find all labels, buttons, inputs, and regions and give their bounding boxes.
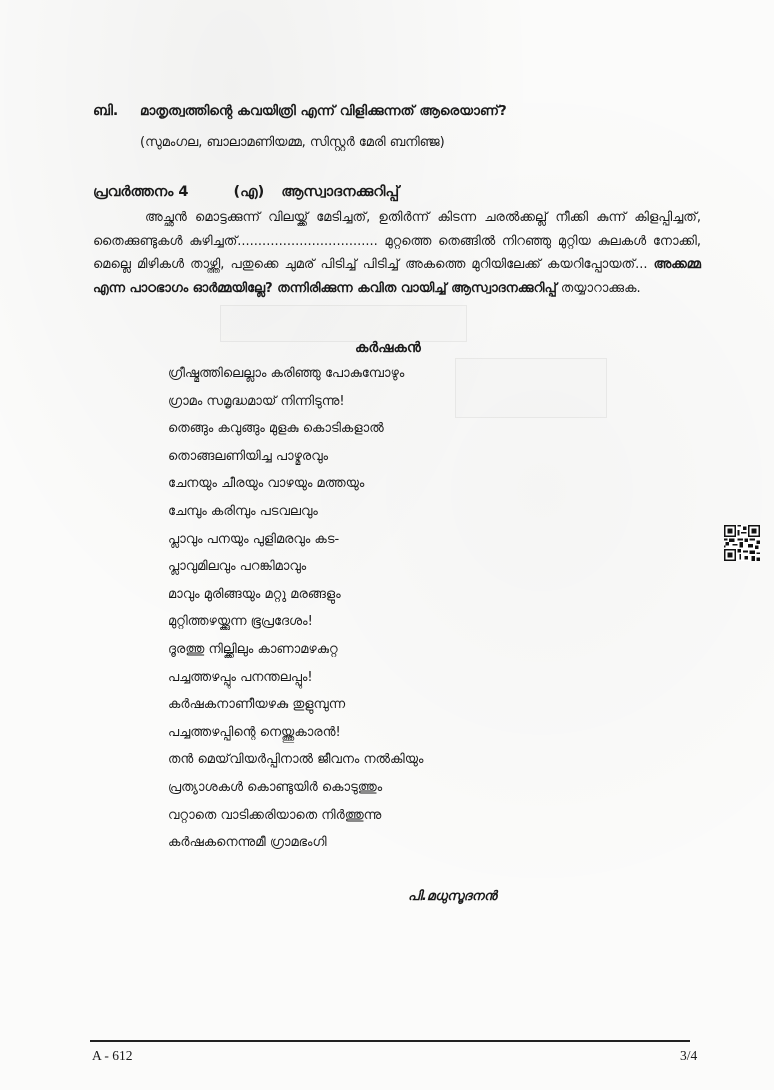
poem-lines xyxy=(168,364,423,861)
paper-code: A - 612 xyxy=(92,1048,133,1063)
page-number: 3/4 xyxy=(680,1048,698,1063)
poem-author: പി.മധുസൂദനൻ xyxy=(408,889,497,904)
poem-line: കർഷകനെന്നുമീ ഗ്രാമഭംഗി xyxy=(168,835,327,851)
qr-code-icon xyxy=(724,525,760,561)
poem-line: വറ്റാതെ വാടിക്കരിയാതെ നിർത്തുന്നു xyxy=(168,807,382,823)
bleed-through-box xyxy=(455,358,607,418)
poem-line: പച്ചത്തഴപ്പും പനന്തലപ്പും! xyxy=(168,669,313,685)
poem-line: തൻ മെയ്‌വിയർപ്പിനാൽ ജീവനം നൽകിയും xyxy=(168,752,424,768)
poem-line: ഗ്രാമം സമൃദ്ധമായ് നിന്നിടുന്നു! xyxy=(168,393,345,409)
question-b-options: (സുമംഗല, ബാലാമണിയമ്മ, സിസ്റ്റർ മേരി ബനിഞ്ജ) xyxy=(140,135,445,150)
bleed-through-box xyxy=(220,305,467,342)
poem-line: ചേമ്പും കരിമ്പും പടവലവും xyxy=(168,503,318,519)
question-b-label: ബി. xyxy=(93,103,119,119)
activity-title: ആസ്വാദനക്കുറിപ്പ് xyxy=(281,184,400,200)
poem-line: മാവും മുരിങ്ങയും മറ്റു മരങ്ങളും xyxy=(168,586,341,602)
poem-line: കർഷകനാണീയഴകു തുളുമ്പുന്ന xyxy=(168,697,346,713)
poem-line: ചേനയും ചീരയും വാഴയും മത്തയും xyxy=(168,476,365,492)
poem-line: ഗ്രീഷ്മത്തിലെല്ലാം കരിഞ്ഞു പോകുമ്പോഴും xyxy=(168,366,405,381)
paragraph-text-end: തയ്യാറാക്കുക. xyxy=(556,280,641,296)
question-b-text: മാതൃത്വത്തിന്റെ കവയിത്രി എന്ന് വിളിക്കുന്നത് ആരെയാണ്? xyxy=(140,103,507,119)
poem-title: കർഷകൻ xyxy=(355,340,421,356)
footer-divider xyxy=(90,1040,690,1042)
poem-line: പച്ചത്തഴപ്പിന്റെ നെയ്ത്തുകാരൻ! xyxy=(168,724,341,740)
activity-instructions xyxy=(93,206,701,300)
activity-heading xyxy=(93,184,399,200)
poem-line: പ്ലാവും പനയും പുളിമരവും കട- xyxy=(168,531,340,547)
poem-line: ദൂരത്തു നില്ക്കിലും കാണാമഴകുറ്റ xyxy=(168,641,338,657)
paragraph-text: അച്ഛൻ മൊട്ടക്കുന്ന് വിലയ്ക്ക് മേടിച്ചത്, ഉതിർന്ന് കിടന്ന ചരൽക്കല്ല് നീക്കി കുന്ന് കിളപ്പിച്ചത്, തൈക്കുണ്ടുകൾ കുഴിച്ചത്.................................. മുറ്റത്തെ തെങ്ങിൽ നിറഞ്ഞു മുറ്റിയ കുലകൾ നോക്കി, മെല്ലെ മിഴികൾ താഴ്ത്തി, പതുക്കെ ചുമര് പിടിച്ച് പിടിച്ച് അകത്തെ മുറിയിലേക്ക് കയറിപ്പോയത്... xyxy=(93,210,701,272)
paragraph-bold-text: അക്കമ്മ എന്ന പാഠഭാഗം ഓർമ്മയില്ലേ? തന്നിരിക്കുന്ന കവിത വായിച്ച് ആസ്വാദനക്കുറിപ്പ് xyxy=(93,257,701,296)
poem-line: പ്രത്യാശകൾ കൊണ്ടുയിർ കൊടുത്തും xyxy=(168,779,383,795)
poem-line: തെങ്ങും കവുങ്ങും മുളകു കൊടികളാൽ xyxy=(168,421,384,437)
poem-line: പ്ലാവുമിലവും പറങ്കിമാവും xyxy=(168,559,307,575)
poem-line: മുറ്റിത്തഴയ്ക്കുന്ന ഭൂപ്രദേശം! xyxy=(168,614,313,630)
poem-line: തൊങ്ങലണിയിച്ച പാഴ്മരവും xyxy=(168,448,329,464)
activity-part: (എ) xyxy=(233,184,265,200)
activity-number: പ്രവർത്തനം 4 xyxy=(93,184,189,200)
